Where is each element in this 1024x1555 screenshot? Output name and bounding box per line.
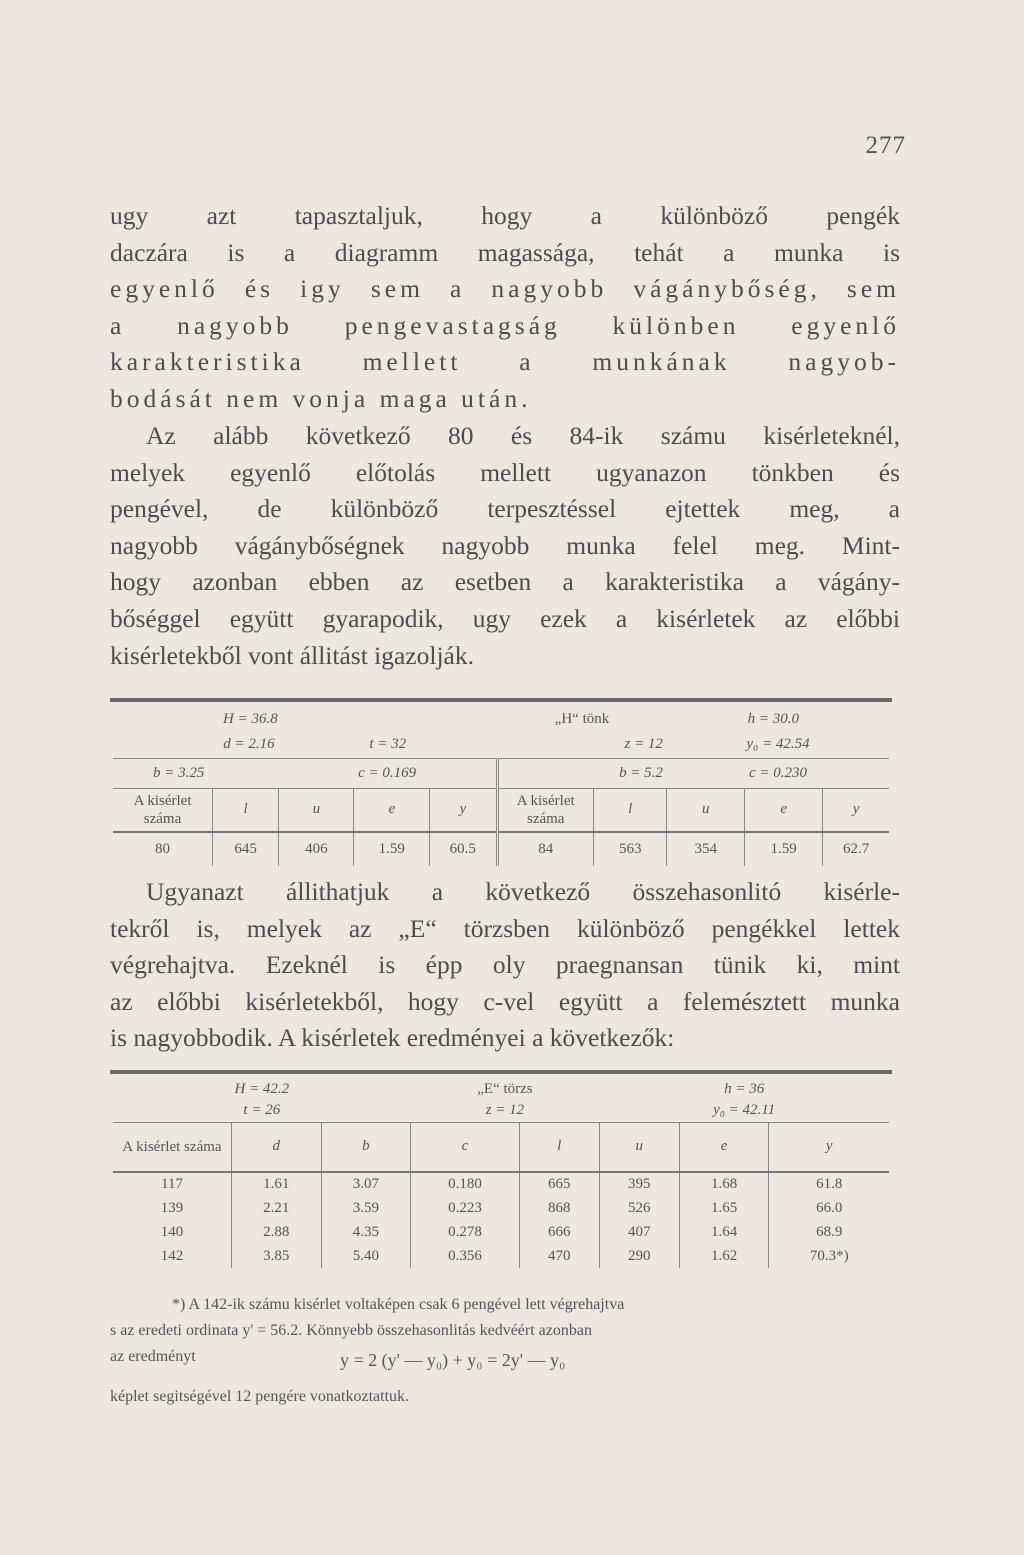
table1-c-left: c = 0.169 [358,764,417,781]
footnote-line: képlet segitségével 12 pengére vonatkoztattuk. [110,1388,410,1405]
table-cell: 1.59 [745,832,823,866]
table2-t: t = 26 [243,1102,281,1119]
table-cell: 406 [279,832,354,866]
text-line: egyenlő és igy sem a nagyobb vágánybőség, sem [110,274,900,304]
text-line: Az alább következő 80 és 84-ik számu kisérleteknél, [146,421,900,450]
text-line: bőséggel együtt gyarapodik, ugy ezek a kisérletek az előbbi [110,603,900,633]
table-cell: 407 [599,1220,679,1244]
table-1 [113,706,889,866]
table-cell: 1.68 [679,1172,769,1196]
footnote-line: az eredményt [110,1348,196,1365]
table1-top-rule [110,698,892,702]
text-line: az előbbi kisérletekből, hogy c-vel együtt a felemésztett munka [110,986,900,1016]
text-line: pengével, de különböző terpesztéssel ejtettek meg, a [110,494,900,524]
table-row [113,1172,889,1196]
table2-y0: y₀ = 42.11 [713,1102,776,1119]
table-row [113,1196,889,1220]
table-cell: 868 [519,1196,599,1220]
text-line: Ugyanazt állithatjuk a következő összehasonlitó kisérle- [146,877,900,906]
table-cell: 60.5 [430,832,497,866]
text-line: végrehajtva. Ezeknél is épp oly praegnansan tünik ki, mint [110,950,900,980]
text-line: is nagyobbodik. A kisérletek eredményei a következők: [110,1023,675,1053]
table-cell: 1.61 [232,1172,322,1196]
table2-col-label: A kisérlet száma [122,1138,222,1155]
table-cell: 70.3*) [769,1244,889,1268]
table-cell: 395 [599,1172,679,1196]
table2-col-b: b [321,1122,411,1172]
table1-col-l2: l [593,788,666,832]
table-cell: 1.59 [354,832,430,866]
table1-col-label-left: A kisérlet száma [133,792,192,827]
table-cell: 3.59 [321,1196,411,1220]
table2-H: H = 42.2 [234,1080,290,1097]
table-cell: 0.278 [411,1220,520,1244]
table-cell: 470 [519,1244,599,1268]
table-cell: 61.8 [769,1172,889,1196]
table-cell: 1.62 [679,1244,769,1268]
text-line: hogy azonban ebben az esetben a karakteristika a vágány- [110,567,900,597]
text-line: daczára is a diagramm magassága, tehát a munka is [110,237,900,267]
table1-tonk: „H“ tönk [554,710,610,727]
table1-y0: y₀ = 42.54 [746,736,810,753]
table-cell: 563 [593,832,666,866]
table1-b-left: b = 3.25 [153,764,205,781]
table-cell: 84 [497,832,593,866]
text-line: karakteristika mellett a munkának nagyob- [110,347,900,377]
table-cell: 62.7 [823,832,889,866]
table1-b-right: b = 5.2 [497,758,667,788]
table-cell: 354 [667,832,745,866]
table2-col-y: y [769,1122,889,1172]
table1-col-label-right: A kisérlet száma [497,788,593,832]
table-cell: 117 [161,1176,183,1192]
table1-col-y2: y [823,788,889,832]
table1-col-e2: e [745,788,823,832]
footnote-formula: y = 2 (y' — y₀) + y₀ = 2y' — y₀ [340,1350,566,1370]
table1-h: h = 30.0 [747,710,799,727]
page-number: 277 [865,132,906,159]
table1-t: t = 32 [369,736,407,753]
table-cell: 645 [213,832,279,866]
text-line: tekről is, melyek az „E“ törzsben különböző pengékkel lettek [110,913,900,943]
table-cell: 80 [155,841,171,857]
paragraph-1 [110,198,900,418]
table-cell: 5.40 [321,1244,411,1268]
table-cell: 666 [519,1220,599,1244]
table-row [113,1220,889,1244]
table-cell: 3.07 [321,1172,411,1196]
table-cell: 1.64 [679,1220,769,1244]
table2-col-l: l [519,1122,599,1172]
table-row [113,1244,889,1268]
table-cell: 665 [519,1172,599,1196]
table1-col-u: u [279,788,354,832]
footnote-line: *) A 142-ik számu kisérlet voltaképen csak 6 pengével lett végrehajtva [172,1296,625,1313]
text-line: bodását nem vonja maga után. [110,383,532,413]
paragraph-2 [110,418,900,674]
footnote-line: s az eredeti ordinata y' = 56.2. Könnyebb összehasonlitás kedvéért azonban [110,1322,592,1339]
table-cell: 2.88 [232,1220,322,1244]
table-cell: 0.180 [411,1172,520,1196]
table-cell: 66.0 [769,1196,889,1220]
table1-H: H = 36.8 [223,710,278,727]
table-cell: 526 [599,1196,679,1220]
table1-d: d = 2.16 [223,736,275,753]
table-2 [113,1078,889,1268]
table-cell: 3.85 [232,1244,322,1268]
table-cell: 139 [160,1199,184,1216]
table2-torzs: „E“ törzs [477,1080,533,1097]
table2-col-d: d [232,1122,322,1172]
table2-col-u: u [599,1122,679,1172]
text-line: nagyobb vágánybőségnek nagyobb munka felel meg. Mint- [110,530,900,560]
table2-col-c: c [411,1122,520,1172]
table-cell: 290 [599,1244,679,1268]
table2-col-e: e [679,1122,769,1172]
table-cell: 68.9 [769,1220,889,1244]
table1-col-l: l [213,788,279,832]
table1-z: z = 12 [624,736,663,753]
table-cell: 1.65 [679,1196,769,1220]
paragraph-3 [110,874,900,1057]
text-line: ugy azt tapasztaljuk, hogy a különböző pengék [110,201,900,230]
table1-c-right: c = 0.230 [748,764,807,781]
table1-col-e: e [354,788,430,832]
text-line: kisérletekből vont állitást igazolják. [110,640,474,670]
table-cell: 4.35 [321,1220,411,1244]
text-line: a nagyobb pengevastagság különben egyenlő [110,310,900,340]
table2-z: z = 12 [485,1102,525,1119]
table1-col-y: y [430,788,497,832]
table2-h: h = 36 [724,1080,765,1097]
table2-top-rule [110,1070,892,1074]
table-cell: 0.223 [411,1196,520,1220]
text-line: melyek egyenlő előtolás mellett ugyanazon tönkben és [110,457,900,487]
table-cell: 0.356 [411,1244,520,1268]
table-cell: 2.21 [232,1196,322,1220]
table-row [113,832,889,866]
table-cell: 142 [160,1247,184,1264]
table1-col-u2: u [667,788,745,832]
table-cell: 140 [160,1223,184,1240]
